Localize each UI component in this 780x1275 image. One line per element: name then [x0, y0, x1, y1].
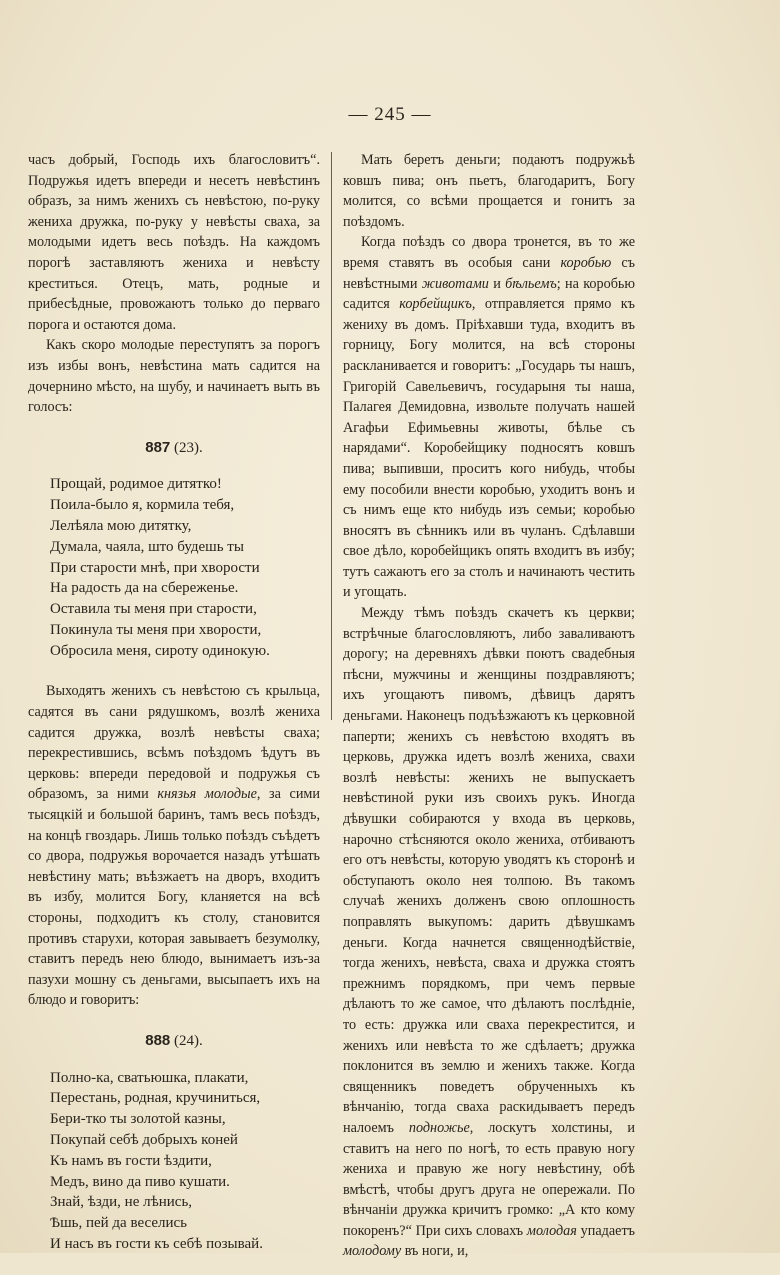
song-number: 887 [145, 438, 171, 456]
right-column [343, 150, 635, 1262]
poem-line: Перестань, родная, кручиниться, [50, 1090, 261, 1107]
poem [50, 474, 320, 661]
text-run: ; на коробью садится [343, 275, 636, 313]
column-divider [331, 152, 332, 720]
poem-line: И насъ въ гости къ себѣ позывай. [50, 1235, 263, 1252]
poem-line: Покинула ты меня при хворости, [50, 621, 262, 638]
poem-line: Поила-было я, кормила тебя, [50, 497, 235, 514]
text-run: Когда поѣздъ со двора тронется, въ то же время ставятъ въ особыя сани [343, 234, 635, 271]
italic-run: животами [421, 275, 489, 292]
text-run: , лоскутъ холстины, и ставитъ на него по ногѣ, то есть правую ногу жениха и правую же ногу невѣстину, обѣ вмѣстѣ, чтобы другъ друга не опережали. По вѣнчаніи дружка кричитъ громко: „А кто кому покоренъ?“ При сихъ словахъ [343, 1119, 635, 1239]
poem-line: Оставила ты меня при старости, [50, 601, 257, 618]
paragraph: часъ добрый, Господь ихъ благословитъ“. Подружья идетъ впереди и несетъ невѣстинъ образъ, за нимъ женихъ съ невѣстою, по-руку жениха дружка, по-руку у невѣсты сваха, за молодыми идетъ весь поѣздъ. На каждомъ порогѣ заставляютъ жениха и невѣсту креститься. Отецъ, мать, родные и прибесѣдные, провожаютъ только до перваго порога и остаются дома. [28, 152, 320, 333]
paragraph [28, 681, 320, 1011]
text-run: , отправляется прямо къ жениху въ домъ. Пріѣхавши туда, входитъ въ горницу, Богу молится, на всѣ стороны раскланивается и говоритъ: „Государь ты нашъ, Григорій Савельевичъ, государыня ты наша, Палагея Демидовна, извольте получать нашей Агафьи Ефимьевны животы, бѣлье съ нарядами“. Коробейщику подносятъ ковшъ пива; выпивши, проситъ кого нибудь, чтобы ему пособили внести коробью, уходитъ вонъ и съ нимъ еще кто нибудь изъ семьи; коробью вносятъ въ сѣнникъ или въ чуланъ. Сдѣлавши свое дѣло, коробейщикъ опять входитъ въ избу; тутъ сажаютъ его за столъ и начинаютъ честить и угощать. [343, 296, 635, 601]
song-number: 888 [145, 1031, 171, 1049]
paragraph: Какъ скоро молодые переступятъ за порогъ изъ избы вонъ, невѣстина мать садится на дочернино мѣсто, на шубу, и начинаетъ выть въ голосъ: [28, 337, 320, 416]
poem-line: Знай, ѣзди, не лѣнись, [50, 1194, 193, 1211]
poem-line: На радость да на сбереженье. [50, 580, 239, 597]
poem-line: Бери-тко ты золотой казны, [50, 1111, 226, 1128]
text-run: съ невѣстными [343, 254, 635, 292]
poem-line: Прощай, родимое дитятко! [50, 476, 222, 493]
song-subnumber: (24). [174, 1032, 203, 1049]
italic-run: корбейщикъ [399, 296, 472, 313]
song-heading [28, 438, 320, 459]
paragraph: Мать беретъ деньги; подаютъ подружьѣ ковшъ пива; онъ пьетъ, благодаритъ, Богу молится, со всѣми прощается и гонитъ за поѣздомъ. [343, 152, 635, 230]
text-run: и [488, 275, 506, 292]
left-column [28, 150, 320, 1275]
italic-run: подножье [408, 1119, 470, 1136]
italic-run: коробью [560, 254, 612, 271]
italic-run: бѣльемъ [505, 275, 557, 292]
song-heading [28, 1031, 320, 1052]
poem-line: Обросила меня, сироту одинокую. [50, 642, 270, 659]
text-run: въ ноги, и, [401, 1243, 469, 1260]
poem-line: Лелѣяла мою дитятку, [50, 517, 192, 534]
poem-line: Медъ, вино да пиво кушати. [50, 1173, 230, 1190]
poem-line: Ѣшь, пей да веселись [50, 1215, 187, 1232]
poem-line: Думала, чаяла, што будешь ты [50, 538, 244, 555]
poem [50, 1068, 320, 1255]
poem-line: При старости мнѣ, при хворости [50, 559, 260, 576]
poem-line: Къ намъ въ гости ѣздити, [50, 1152, 212, 1169]
paragraph [343, 232, 635, 603]
text-run: , за сими тысяцкій и большой баринъ, тамъ весь поѣздъ, на концѣ гвоздарь. Лишь только поѣздъ съѣдетъ со двора, подружья ворочается назадъ утѣшать невѣстину мать; въѣзжаетъ на дворъ, входитъ въ избу, молится Богу, кланяется на всѣ стороны, подходитъ къ столу, становится противъ старухи, которая завываетъ безумолку, ставитъ передъ нею блюдо, вынимаетъ изъ-за пазухи мошну съ деньгами, высыпаетъ ихъ на блюдо и говоритъ: [28, 786, 320, 1009]
text-run: Между тѣмъ поѣздъ скачетъ къ церкви; встрѣчные благословляютъ, либо заваливаютъ дорогу; на деревняхъ дѣвки поютъ свадебныя пѣсни, мужчины и женщины поздравляютъ; ихъ угощаютъ пивомъ, дѣвицъ дарятъ деньгами. Наконецъ подъѣзжаютъ къ церковной паперти; женихъ съ невѣстою входятъ въ церковь, дружка идетъ возлѣ жениха, свахи возлѣ невѣсты: женихъ не выпускаетъ невѣстиной руки изъ своихъ рукъ. Иногда дѣвушки собираются у входа въ церковь, нарочно стѣсняются около жениха, отбиваютъ его отъ невѣсты, которую уводятъ къ сторонѣ и обступаютъ около нея толпою. Въ такомъ случаѣ женихъ долженъ свою оплошность поправлять выкупомъ: дарить дѣвушкамъ деньги. Когда начнется священнодѣйствіе, тогда женихъ, невѣста, сваха и дружка стоятъ прежнимъ порядкомъ, при чемъ первые дѣлаютъ то же самое, что дѣлаютъ послѣдніе, то есть: дружка или сваха перекрестится, и женихъ или невѣста то же сдѣлаетъ; дружка поклонится въ землю и женихъ также. Когда священникъ поведетъ обрученныхъ къ вѣнчанію, тогда сваха раскидываетъ передъ налоемъ [343, 605, 636, 1136]
paragraph [343, 603, 635, 1262]
poem-line: Покупай себѣ добрыхъ коней [50, 1131, 238, 1148]
page-number: — 245 — [348, 104, 432, 125]
italic-run: молодая [526, 1222, 577, 1239]
poem-line: Полно-ка, сватьюшка, плакати, [50, 1069, 249, 1086]
text-run: Выходятъ женихъ съ невѣстою съ крыльца, садятся въ сани рядушкомъ, возлѣ жениха садится дружка, возлѣ невѣсты сваха; перекрестившись, всѣмъ поѣздомъ ѣдутъ въ церковь: впереди передовой и подружья съ образомъ, за ними [28, 683, 320, 803]
text-run: упадаетъ [576, 1222, 635, 1239]
song-subnumber: (23). [174, 439, 203, 456]
italic-run: князья молодые [157, 786, 257, 803]
italic-run: молодому [343, 1243, 402, 1260]
